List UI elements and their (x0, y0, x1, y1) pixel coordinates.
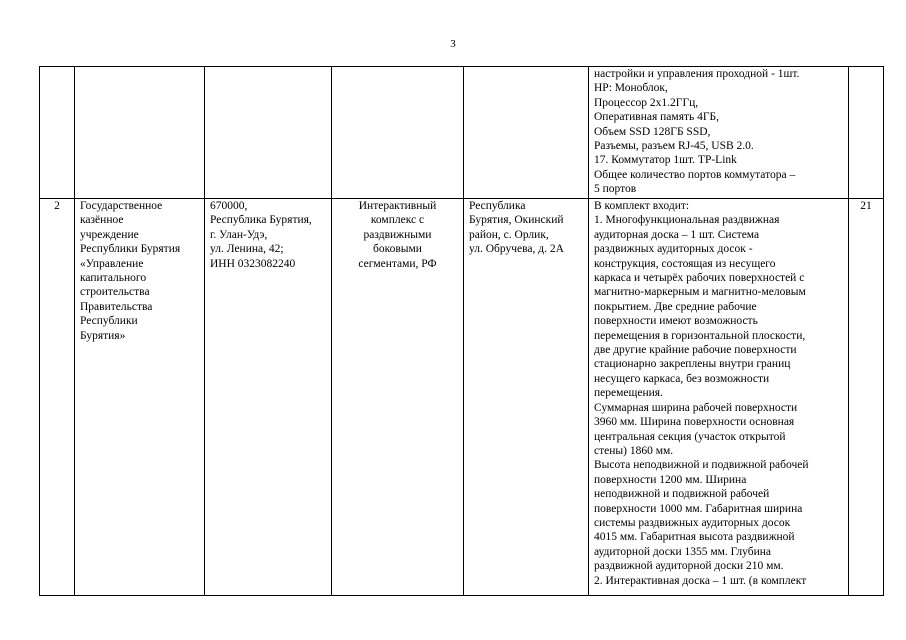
spec-line: центральная секция (участок открытой (594, 430, 786, 443)
location-cell (464, 199, 589, 596)
spec-line: 17. Коммутатор 1шт. TP-Link (594, 154, 737, 167)
row-number-cell: 2 (40, 199, 75, 596)
organization-line: Государственное (80, 200, 163, 212)
spec-line: покрытием. Две средние рабочие (594, 300, 757, 313)
spec-line: стены) 1860 мм. (594, 444, 674, 457)
item-line: комплекс с (370, 214, 425, 227)
organization-line: Бурятия» (80, 329, 126, 342)
address-cell (205, 199, 332, 596)
quantity-cell (849, 67, 884, 199)
organization-line: казённое (80, 214, 124, 227)
spec-line: две другие крайние рабочие поверхности (594, 344, 797, 357)
spec-line: несущего каркаса, без возможности (594, 372, 770, 385)
location-cell (464, 67, 589, 199)
item-line: раздвижными (363, 228, 432, 241)
spec-line: аудиторной доски 1355 мм. Глубина (594, 545, 772, 558)
spec-line: раздвижных аудиторных досок - (594, 243, 753, 256)
spec-line: В комплект входит: (594, 200, 690, 212)
spec-line: каркаса и четырёх рабочих поверхностей с (594, 272, 805, 285)
spec-line: 5 портов (594, 183, 637, 196)
spec-line: магнитно-маркерным и магнитно-меловым (594, 286, 806, 299)
spec-line: 3960 мм. Ширина поверхности основная (594, 416, 795, 429)
organization-line: «Управление (80, 257, 144, 270)
location-line: район, с. Орлик, (469, 228, 549, 241)
organization-line: строительства (80, 286, 150, 299)
specification-cell (589, 199, 849, 596)
quantity-cell: 21 (849, 199, 884, 596)
item-line: сегментами, РФ (358, 257, 437, 270)
spec-line: Суммарная ширина рабочей поверхности (594, 401, 798, 414)
item-line: Интерактивный (358, 200, 437, 212)
row-number-cell (40, 67, 75, 199)
spec-line: Оперативная память 4ГБ, (594, 111, 720, 124)
page-number: 3 (450, 38, 456, 50)
location-line: ул. Обручева, д. 2А (469, 243, 564, 256)
table-row (40, 199, 884, 596)
item-cell (332, 67, 464, 199)
spec-line: неподвижной и подвижной рабочей (594, 488, 770, 501)
spec-line: Объем SSD 128ГБ SSD, (594, 125, 711, 138)
address-line: г. Улан-Удэ, (210, 228, 268, 241)
spec-line: 1. Многофункциональная раздвижная (594, 214, 780, 227)
spec-line: Разъемы, разъем RJ-45, USB 2.0. (594, 140, 754, 153)
item-line: боковыми (373, 243, 422, 256)
spec-line: системы раздвижных аудиторных досок (594, 516, 791, 529)
spec-line: аудиторная доска – 1 шт. Система (594, 228, 760, 241)
spec-line: поверхности 1000 мм. Габаритная ширина (594, 502, 803, 515)
location-line: Бурятия, Окинский (469, 214, 564, 227)
organization-line: Республики (80, 315, 138, 328)
spec-line: Процессор 2х1.2ГГц, (594, 96, 699, 109)
organization-cell (75, 67, 205, 199)
spec-line: раздвижной аудиторной доски 210 мм. (594, 560, 784, 573)
spec-line: настройки и управления проходной - 1шт. (594, 68, 800, 80)
spec-line: Высота неподвижной и подвижной рабочей (594, 459, 809, 472)
organization-line: Республики Бурятия (80, 243, 181, 256)
spec-line: HP: Моноблок, (594, 82, 668, 95)
spec-line: перемещения. (594, 387, 663, 400)
organization-cell (75, 199, 205, 596)
organization-line: Правительства (80, 300, 153, 313)
spec-line: 2. Интерактивная доска – 1 шт. (в комплект (594, 574, 807, 587)
spec-line: поверхности имеют возможность (594, 315, 758, 328)
item-cell (332, 199, 464, 596)
organization-line: учреждение (80, 228, 139, 241)
spec-line: стационарно закреплены внутри границ (594, 358, 791, 371)
table-row (40, 67, 884, 199)
spec-line: 4015 мм. Габаритная высота раздвижной (594, 531, 795, 544)
organization-line: капитального (80, 272, 147, 285)
spec-line: Общее количество портов коммутатора – (594, 168, 796, 181)
address-line: ул. Ленина, 42; (210, 243, 284, 256)
spec-line: конструкция, состоящая из несущего (594, 257, 776, 270)
address-line: 670000, (210, 200, 248, 212)
specification-table (39, 66, 884, 596)
address-cell (205, 67, 332, 199)
spec-line: перемещения в горизонтальной плоскости, (594, 329, 806, 342)
specification-cell (589, 67, 849, 199)
address-line: ИНН 0323082240 (210, 257, 296, 270)
location-line: Республика (469, 200, 526, 212)
address-line: Республика Бурятия, (210, 214, 312, 227)
spec-line: поверхности 1200 мм. Ширина (594, 473, 747, 486)
